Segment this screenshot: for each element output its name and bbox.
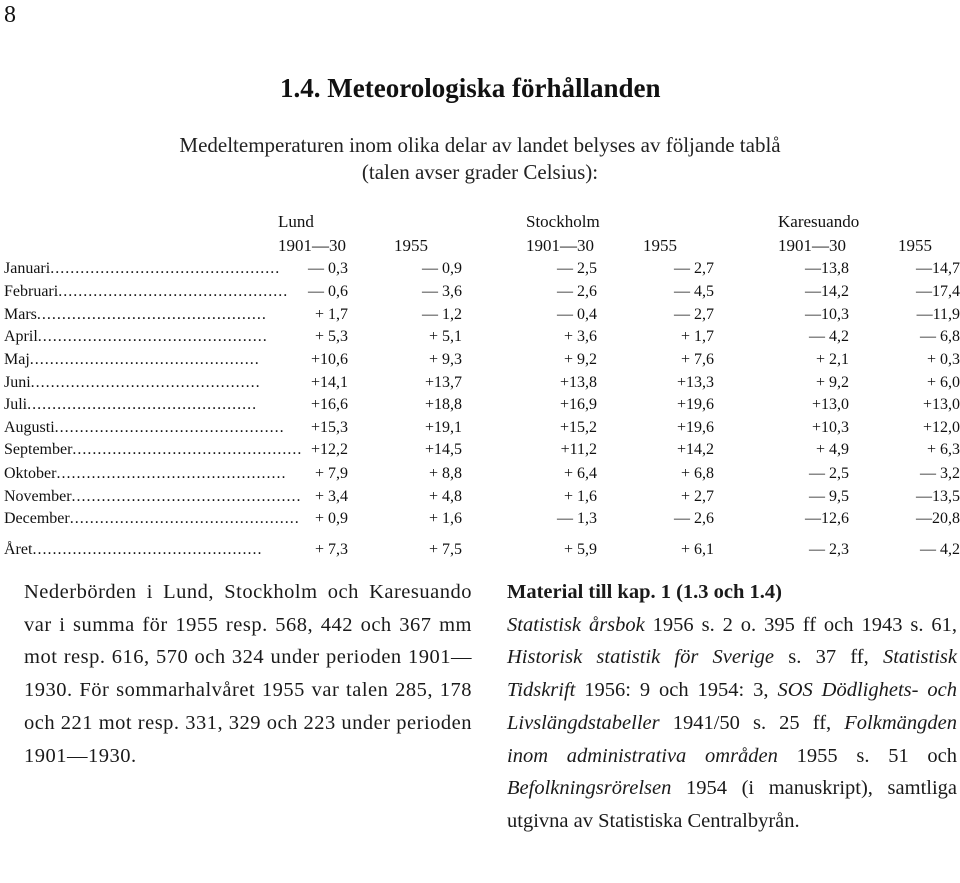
- temperature-cell: — 0,4: [557, 306, 597, 323]
- precipitation-paragraph: [24, 576, 472, 772]
- period-header: 1955: [643, 236, 677, 255]
- temperature-cell: + 0,3: [926, 351, 960, 368]
- temperature-cell: + 3,4: [314, 488, 348, 505]
- temperature-cell: +14,5: [424, 441, 462, 458]
- temperature-cell: + 1,6: [428, 510, 462, 527]
- temperature-cell: — 2,7: [674, 306, 714, 323]
- station-header-lund: Lund: [278, 212, 314, 231]
- temperature-cell: — 3,6: [422, 283, 462, 300]
- source-text: 1955 s. 51 och: [777, 744, 958, 767]
- temperature-cell: — 2,3: [809, 541, 849, 558]
- row-label: [4, 396, 262, 414]
- temperature-cell: — 4,2: [809, 328, 849, 345]
- month-name: Juni: [4, 374, 31, 391]
- source-text: 1954 (i manuskript), samtliga utgivna av Statistiska Centralbyrån.: [507, 777, 957, 832]
- temperature-cell: +18,8: [424, 396, 462, 413]
- temperature-cell: +19,6: [676, 419, 714, 436]
- temperature-cell: — 2,7: [674, 260, 714, 277]
- temperature-cell: —14,2: [805, 283, 849, 300]
- temperature-cell: —13,5: [916, 488, 960, 505]
- month-name: Februari: [4, 283, 59, 300]
- temperature-cell: —17,4: [916, 283, 960, 300]
- temperature-cell: + 2,1: [815, 351, 849, 368]
- row-label: [4, 510, 300, 528]
- source-title: Befolkningsrörelsen: [507, 777, 672, 800]
- temperature-cell: +13,7: [424, 374, 462, 391]
- temperature-cell: +14,1: [310, 374, 348, 391]
- temperature-cell: + 9,2: [563, 351, 597, 368]
- month-name: April: [4, 328, 38, 345]
- precipitation-text: Nederbörden i Lund, Stockholm och Karesuando var i summa för 1955 resp. 568, 442 och 367 mm mot resp. 616, 570 och 324 under perioden 1901—1930. För sommarhalvåret 1955 var talen 285, 178 och 221 mot resp. 331, 329 och 223 under perioden 1901—1930.: [24, 581, 472, 767]
- intro-line-1: Medeltemperaturen inom olika delar av landet belyses av följande tablå: [179, 133, 781, 157]
- temperature-cell: +12,2: [310, 441, 348, 458]
- period-header: 1901—30: [526, 236, 594, 255]
- row-label: [4, 541, 262, 559]
- leader-dots: ..............................................: [29, 351, 260, 368]
- temperature-cell: +11,2: [560, 441, 597, 458]
- source-title: Folkmängden inom administrativa områden: [507, 711, 957, 767]
- period-header: 1901—30: [278, 236, 346, 255]
- month-name: December: [4, 510, 70, 527]
- temperature-cell: + 5,1: [428, 328, 462, 345]
- source-text: 1941/50 s. 25 ff,: [659, 711, 845, 734]
- month-name: Augusti: [4, 419, 55, 436]
- temperature-cell: + 2,7: [680, 488, 714, 505]
- period-header: 1901—30: [778, 236, 846, 255]
- temperature-cell: + 9,3: [428, 351, 462, 368]
- temperature-cell: — 0,9: [422, 260, 462, 277]
- temperature-cell: — 0,6: [308, 283, 348, 300]
- temperature-cell: +19,6: [676, 396, 714, 413]
- month-name: November: [4, 488, 72, 505]
- temperature-cell: +14,2: [676, 441, 714, 458]
- temperature-cell: + 6,4: [563, 465, 597, 482]
- month-name: September: [4, 441, 73, 458]
- source-title: Historisk statistik för Sverige: [507, 646, 775, 669]
- month-name: Juli: [4, 396, 28, 413]
- month-name: Oktober: [4, 465, 57, 482]
- temperature-cell: + 4,8: [428, 488, 462, 505]
- temperature-cell: — 2,6: [674, 510, 714, 527]
- temperature-cell: — 2,5: [809, 465, 849, 482]
- row-label: [4, 283, 289, 301]
- station-header-karesuando: Karesuando: [778, 212, 860, 231]
- temperature-cell: +10,3: [811, 419, 849, 436]
- temperature-cell: —11,9: [916, 306, 960, 323]
- temperature-cell: — 3,2: [920, 465, 960, 482]
- leader-dots: ..............................................: [30, 374, 261, 391]
- section-title: 1.4. Meteorologiska förhållanden: [280, 73, 661, 103]
- temperature-cell: + 6,8: [680, 465, 714, 482]
- source-title: Statistisk årsbok: [507, 613, 645, 636]
- temperature-cell: + 1,7: [314, 306, 348, 323]
- temperature-cell: +13,0: [811, 396, 849, 413]
- temperature-cell: +16,9: [559, 396, 597, 413]
- period-header: 1955: [898, 236, 932, 255]
- leader-dots: ..............................................: [36, 306, 267, 323]
- leader-dots: ..............................................: [54, 419, 285, 436]
- month-name: Mars: [4, 306, 37, 323]
- period-header: 1955: [394, 236, 428, 255]
- temperature-cell: + 7,6: [680, 351, 714, 368]
- leader-dots: ..............................................: [58, 283, 289, 300]
- temperature-cell: +13,8: [559, 374, 597, 391]
- temperature-cell: —20,8: [916, 510, 960, 527]
- row-label: [4, 328, 268, 346]
- temperature-cell: +12,0: [922, 419, 960, 436]
- temperature-cell: + 1,7: [680, 328, 714, 345]
- temperature-cell: +13,0: [922, 396, 960, 413]
- temperature-cell: +13,3: [676, 374, 714, 391]
- temperature-cell: + 7,3: [314, 541, 348, 558]
- row-label: [4, 351, 262, 369]
- leader-dots: ..............................................: [32, 541, 263, 558]
- temperature-cell: —12,6: [805, 510, 849, 527]
- temperature-cell: + 6,1: [680, 541, 714, 558]
- month-name: Året: [4, 541, 33, 558]
- temperature-cell: + 8,8: [428, 465, 462, 482]
- temperature-cell: — 9,5: [809, 488, 849, 505]
- leader-dots: ..............................................: [37, 328, 268, 345]
- sources-paragraph: [507, 576, 957, 838]
- leader-dots: ..............................................: [72, 441, 303, 458]
- source-title: SOS Dödlighets- och Livslängdstabeller: [507, 679, 957, 734]
- source-text: s. 37 ff,: [774, 646, 883, 669]
- temperature-cell: —14,7: [916, 260, 960, 277]
- temperature-cell: +16,6: [310, 396, 348, 413]
- temperature-cell: + 6,0: [926, 374, 960, 391]
- temperature-cell: — 4,5: [674, 283, 714, 300]
- intro-line-2: (talen avser grader Celsius):: [361, 160, 599, 184]
- temperature-cell: + 9,2: [815, 374, 849, 391]
- row-label: [4, 488, 302, 506]
- row-label: [4, 260, 281, 278]
- row-label: [4, 465, 287, 483]
- station-header-stockholm: Stockholm: [526, 212, 600, 231]
- temperature-cell: —13,8: [805, 260, 849, 277]
- source-text: 1956 s. 2 o. 395 ff och 1943 s. 61,: [644, 613, 958, 636]
- month-name: Januari: [4, 260, 51, 277]
- temperature-cell: + 7,5: [428, 541, 462, 558]
- temperature-cell: + 1,6: [563, 488, 597, 505]
- row-label: [4, 441, 303, 459]
- row-label: [4, 419, 285, 437]
- leader-dots: ..............................................: [56, 465, 287, 482]
- leader-dots: ..............................................: [69, 510, 300, 527]
- month-name: Maj: [4, 351, 30, 368]
- temperature-cell: + 3,6: [563, 328, 597, 345]
- temperature-cell: + 5,9: [563, 541, 597, 558]
- leader-dots: ..............................................: [71, 488, 302, 505]
- sources-lead: Material till kap. 1 (1.3 och 1.4): [507, 581, 783, 603]
- temperature-cell: + 4,9: [815, 441, 849, 458]
- temperature-cell: — 4,2: [920, 541, 960, 558]
- temperature-cell: — 1,2: [422, 306, 462, 323]
- temperature-cell: + 5,3: [314, 328, 348, 345]
- temperature-cell: +19,1: [424, 419, 462, 436]
- temperature-cell: +15,2: [559, 419, 597, 436]
- temperature-cell: + 6,3: [926, 441, 960, 458]
- leader-dots: ..............................................: [50, 260, 281, 277]
- temperature-cell: — 2,5: [557, 260, 597, 277]
- leader-dots: ..............................................: [27, 396, 258, 413]
- temperature-cell: — 2,6: [557, 283, 597, 300]
- temperature-cell: — 1,3: [557, 510, 597, 527]
- temperature-cell: — 0,3: [308, 260, 348, 277]
- source-title: Statistisk Tidskrift: [507, 646, 957, 702]
- temperature-cell: +10,6: [310, 351, 348, 368]
- page-number: 8: [4, 2, 16, 28]
- temperature-cell: —10,3: [805, 306, 849, 323]
- source-text: 1956: 9 och 1954: 3,: [575, 679, 778, 702]
- temperature-cell: + 7,9: [314, 465, 348, 482]
- row-label: [4, 306, 267, 324]
- temperature-cell: — 6,8: [920, 328, 960, 345]
- temperature-cell: + 0,9: [314, 510, 348, 527]
- temperature-cell: +15,3: [310, 419, 348, 436]
- row-label: [4, 374, 262, 392]
